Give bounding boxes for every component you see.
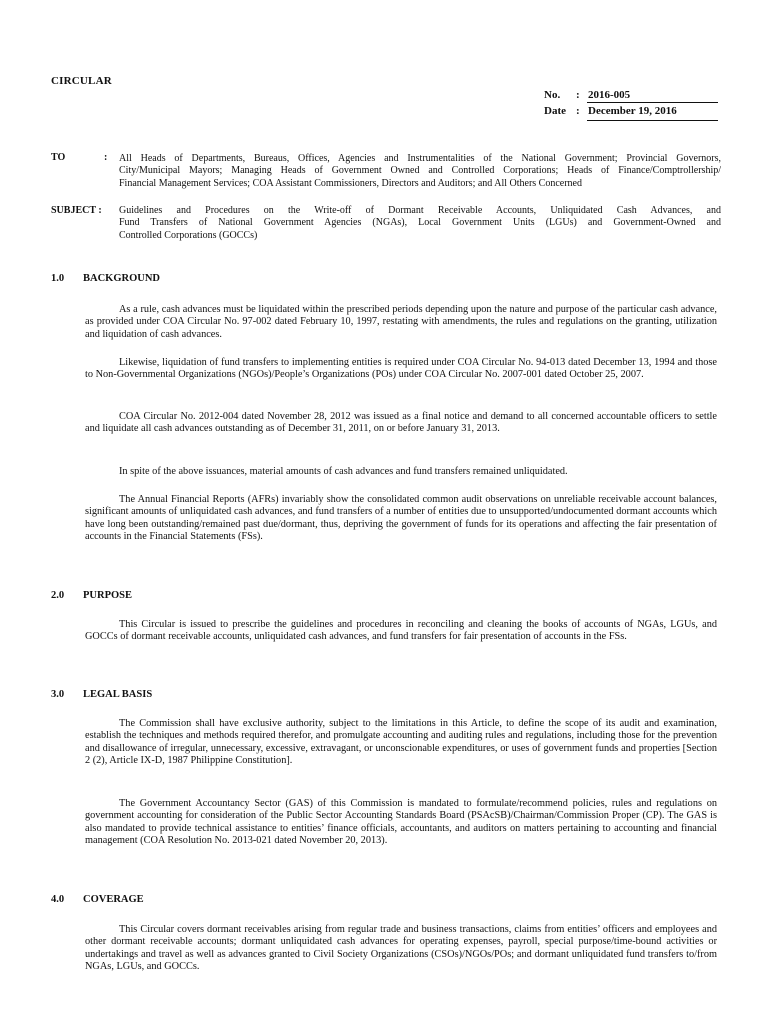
to-colon: : (104, 152, 108, 163)
document-type-title: CIRCULAR (51, 75, 112, 87)
to-line: City/Municipal Mayors; Managing Heads of Government Owned and Controlled Corporations; Heads of Finance/Comptrollership/ (119, 165, 721, 177)
paragraph: Likewise, liquidation of fund transfers to implementing entities is required under COA Circular No. 94-013 dated December 13, 1994 and those to Non-Governmental Organizations (NGOs)/People’s Organizations (POs) under COA Circular No. 2007-001 dated October 25, 2007. (85, 357, 717, 381)
section-heading-legal-basis (51, 689, 152, 700)
paragraph: As a rule, cash advances must be liquidated within the prescribed periods depending upon the nature and purpose of the particular cash advance, as provided under COA Circular No. 97-002 dated February 10, 1997, restating with amendments, the rules and regulations on the granting, utilization and liquidation of cash advances. (85, 304, 717, 340)
paragraph: COA Circular No. 2012-004 dated November 28, 2012 was issued as a final notice and demand to all concerned accountable officers to settle and liquidate all cash advances outstanding as of December 31, 2011, on or before January 31, 2013. (85, 411, 717, 435)
circular-date-label: Date (544, 105, 566, 117)
circular-date-separator: : (576, 105, 580, 117)
subject-label: SUBJECT : (51, 205, 102, 216)
circular-number-value: 2016-005 (588, 89, 631, 101)
subject-text (119, 205, 721, 242)
circular-date-row (544, 105, 677, 117)
subject-line: Fund Transfers of National Government Agencies (NGAs), Local Government Units (LGUs) and Government-Owned and (119, 217, 721, 229)
circular-number-row (544, 89, 630, 101)
circular-number-separator: : (576, 89, 580, 101)
section-number: 4.0 (51, 894, 65, 905)
to-line: All Heads of Departments, Bureaus, Offices, Agencies and Instrumentalities of the National Government; Provincial Governors, (119, 153, 721, 164)
paragraph: This Circular is issued to prescribe the guidelines and procedures in reconciling and cleaning the books of accounts of NGAs, LGUs, and GOCCs of dormant receivable accounts, unliquidated cash advances, and fund transfers for fair presentation of accounts in the FSs. (85, 619, 717, 643)
section-number: 1.0 (51, 273, 65, 284)
circular-number-underline (587, 102, 718, 103)
paragraph: This Circular covers dormant receivables arising from regular trade and business transactions, claims from entities’ officers and employees and other dormant receivable accounts; dormant unliquidated cash advances for operating expenses, payroll, special purpose/time-bound activities or undertakings and travel as well as advances granted to Civil Society Organizations (CSOs)/NGOs/POs; and dormant unliquidated fund transfers to/from NGAs, LGUs, and GOCCs. (85, 924, 717, 972)
to-label: TO (51, 152, 66, 163)
section-heading-background (51, 273, 160, 284)
to-line: Financial Management Services; COA Assistant Commissioners, Directors and Auditors; and All Others Concerned (119, 177, 582, 189)
section-number: 2.0 (51, 590, 65, 601)
subject-line: Controlled Corporations (GOCCs) (119, 229, 258, 241)
section-title: BACKGROUND (83, 273, 161, 284)
circular-number-label: No. (544, 89, 561, 101)
section-number: 3.0 (51, 689, 65, 700)
paragraph: In spite of the above issuances, material amounts of cash advances and fund transfers remained unliquidated. (119, 466, 568, 477)
section-heading-purpose (51, 590, 132, 601)
paragraph: The Commission shall have exclusive authority, subject to the limitations in this Article, to define the scope of its audit and examination, establish the techniques and methods required therefor, and promulgate accounting and auditing rules and regulations, including those for the prevention and disallowance of irregular, unnecessary, excessive, extravagant, or unconscionable expenditures, or uses of government funds and properties [Section 2 (2), Article IX-D, 1987 Philippine Constitution]. (85, 718, 717, 766)
paragraph: The Annual Financial Reports (AFRs) invariably show the consolidated common audit observations on unreliable receivable account balances, significant amounts of unliquidated cash advances, and fund transfers of a number of entities due to unsupported/undocumented dormant accounts which have long been outstanding/remained past due/dormant, thus, depriving the government of funds for its operations and affecting the fair presentation of accounts in the Financial Statements (FSs). (85, 494, 717, 542)
section-title: COVERAGE (83, 894, 144, 905)
section-heading-coverage (51, 894, 144, 905)
circular-date-value: December 19, 2016 (588, 105, 677, 117)
section-title: LEGAL BASIS (83, 689, 153, 700)
section-title: PURPOSE (83, 590, 133, 601)
subject-line: Guidelines and Procedures on the Write-off of Dormant Receivable Accounts, Unliquidated Cash Advances, and (119, 205, 721, 216)
circular-date-underline (587, 120, 718, 121)
paragraph: The Government Accountancy Sector (GAS) of this Commission is mandated to formulate/recommend policies, rules and regulations on government accounting for consideration of the Public Sector Accounting Standards Board (PSAcSB)/Chairman/Commission Proper (CP). The GAS is also mandated to provide technical assistance to entities’ finance officials, accountants, and auditors on matters pertaining to accounting and financial management (COA Resolution No. 2013-021 dated November 20, 2013). (85, 798, 717, 846)
to-addressees (119, 153, 721, 190)
